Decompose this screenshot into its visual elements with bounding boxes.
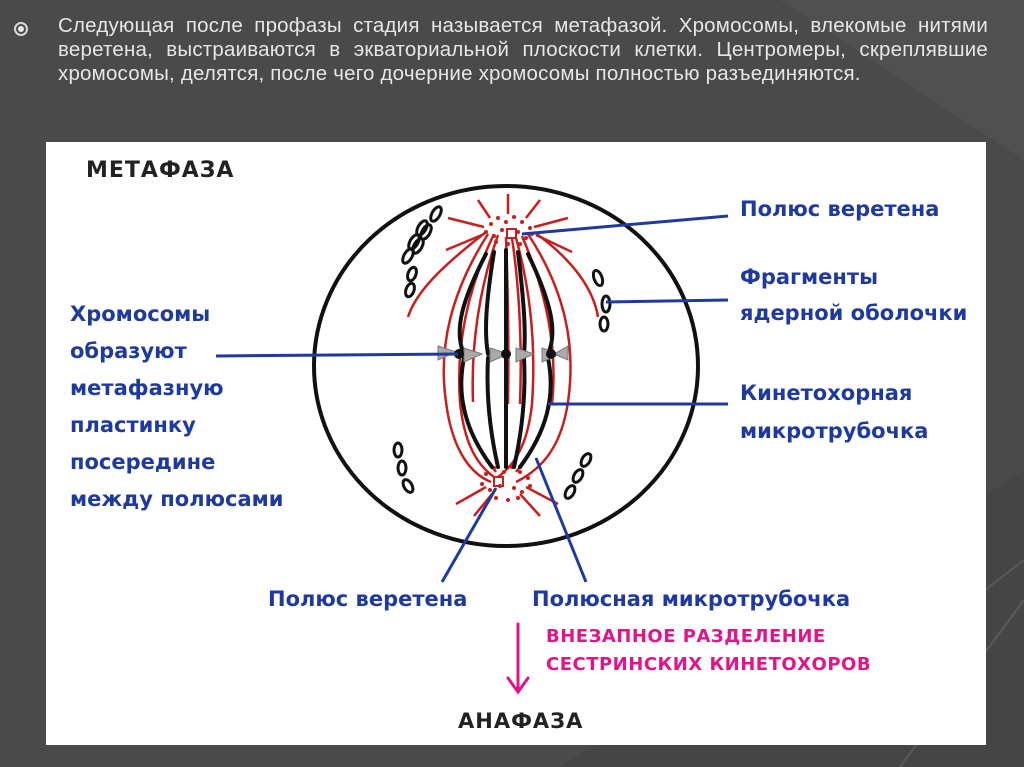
next-stage-label: АНАФАЗА [458, 709, 584, 733]
left-text-line: Хромосомы [70, 302, 211, 326]
down-arrow-icon [508, 624, 528, 692]
label-polar-microtubule: Полюсная микротрубочка [532, 587, 851, 611]
diagram-title: МЕТАФАЗА [86, 158, 235, 183]
diagram-panel [46, 142, 986, 745]
label-fragments-2: ядерной оболочки [740, 301, 968, 325]
left-text-line: посередине [70, 450, 216, 474]
label-pole-bottom: Полюс веретена [268, 587, 468, 611]
left-text-line: между полюсами [70, 487, 284, 511]
label-fragments-1: Фрагменты [740, 265, 879, 289]
bullet-icon [14, 22, 28, 36]
left-description [70, 296, 284, 518]
transition-text-1: ВНЕЗАПНОЕ РАЗДЕЛЕНИЕ [546, 626, 826, 647]
intro-paragraph: Следующая после профазы стадия называется метафазой. Хромосомы, влекомые нитями веретена, выстраиваются в экваториальной плоскости клетки. Центромеры, скреплявшие хромосомы, делятся, после чего дочерние хромосомы полностью разъединяются. [58, 14, 988, 85]
label-pole-top: Полюс веретена [740, 197, 940, 221]
transition-text-2: СЕСТРИНСКИХ КИНЕТОХОРОВ [546, 654, 872, 675]
pointer-fragments [606, 300, 728, 302]
label-kinetochore-2: микротрубочка [740, 419, 929, 443]
left-text-line: метафазную [70, 376, 224, 400]
left-text-line: образуют [70, 339, 187, 363]
left-text-line: пластинку [70, 413, 196, 437]
label-kinetochore-1: Кинетохорная [740, 381, 913, 405]
